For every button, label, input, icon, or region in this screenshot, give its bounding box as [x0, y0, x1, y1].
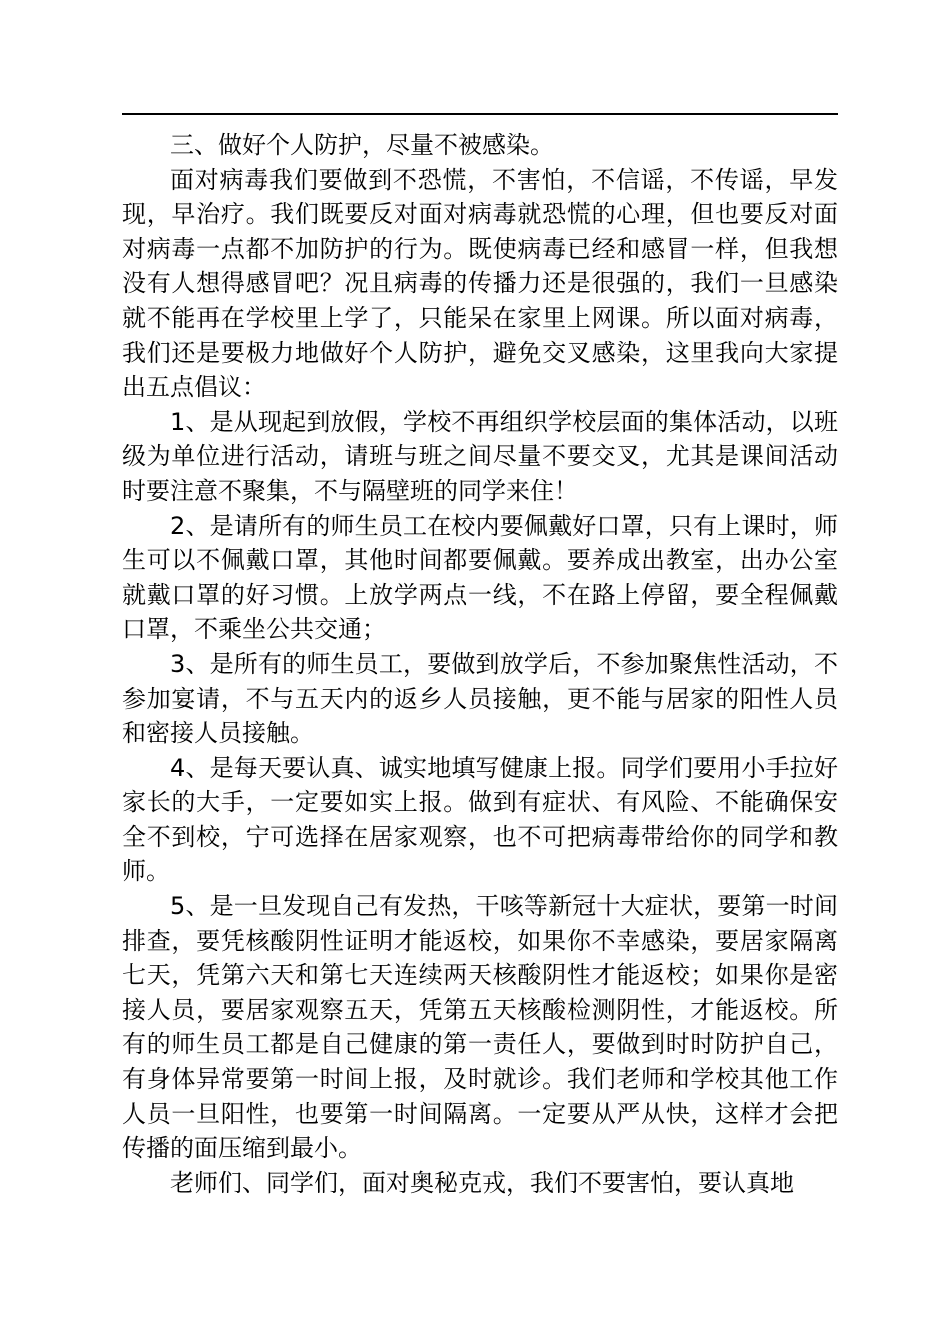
section-heading: 三、做好个人防护，尽量不被感染。	[170, 131, 554, 159]
paragraph-item-5: 5、是一旦发现自己有发热，干咳等新冠十大症状，要第一时间排查，要凭核酸阴性证明才能返校，如果你不幸感染，要居家隔离七天，凭第六天和第七天连续两天核酸阴性才能返校；如果你是密接人员，要居家观察五天，凭第五天核酸检测阴性，才能返校。所有的师生员工都是自己健康的第一责任人，要做到时时防护自己，有身体异常要第一时间上报，及时就诊。我们老师和学校其他工作人员一旦阳性，也要第一时间隔离。一定要从严从快，这样才会把传播的面压缩到最小。	[122, 892, 838, 1163]
header-rule	[122, 113, 838, 115]
paragraph-intro: 面对病毒我们要做到不恐慌，不害怕，不信谣，不传谣，早发现，早治疗。我们既要反对面对病毒就恐慌的心理，但也要反对面对病毒一点都不加防护的行为。既使病毒已经和感冒一样，但我想没有人想得感冒吧？况且病毒的传播力还是很强的，我们一旦感染就不能再在学校里上学了，只能呆在家里上网课。所以面对病毒，我们还是要极力地做好个人防护，避免交叉感染，这里我向大家提出五点倡议：	[122, 165, 838, 402]
paragraph-item-1: 1、是从现起到放假，学校不再组织学校层面的集体活动，以班级为单位进行活动，请班与班之间尽量不要交叉，尤其是课间活动时要注意不聚集，不与隔壁班的同学来住！	[122, 407, 838, 505]
paragraph-item-4: 4、是每天要认真、诚实地填写健康上报。同学们要用小手拉好家长的大手，一定要如实上报。做到有症状、有风险、不能确保安全不到校，宁可选择在居家观察，也不可把病毒带给你的同学和教师。	[122, 753, 838, 886]
paragraph-closing: 老师们、同学们，面对奥秘克戎，我们不要害怕，要认真地	[170, 1168, 794, 1197]
paragraph-item-3: 3、是所有的师生员工，要做到放学后，不参加聚焦性活动，不参加宴请，不与五天内的返乡人员接触，更不能与居家的阳性人员和密接人员接触。	[122, 649, 838, 748]
paragraph-item-2: 2、是请所有的师生员工在校内要佩戴好口罩，只有上课时，师生可以不佩戴口罩，其他时间都要佩戴。要养成出教室，出办公室就戴口罩的好习惯。上放学两点一线，不在路上停留，要全程佩戴口罩，不乘坐公共交通；	[122, 511, 838, 644]
document-body	[122, 128, 838, 1200]
